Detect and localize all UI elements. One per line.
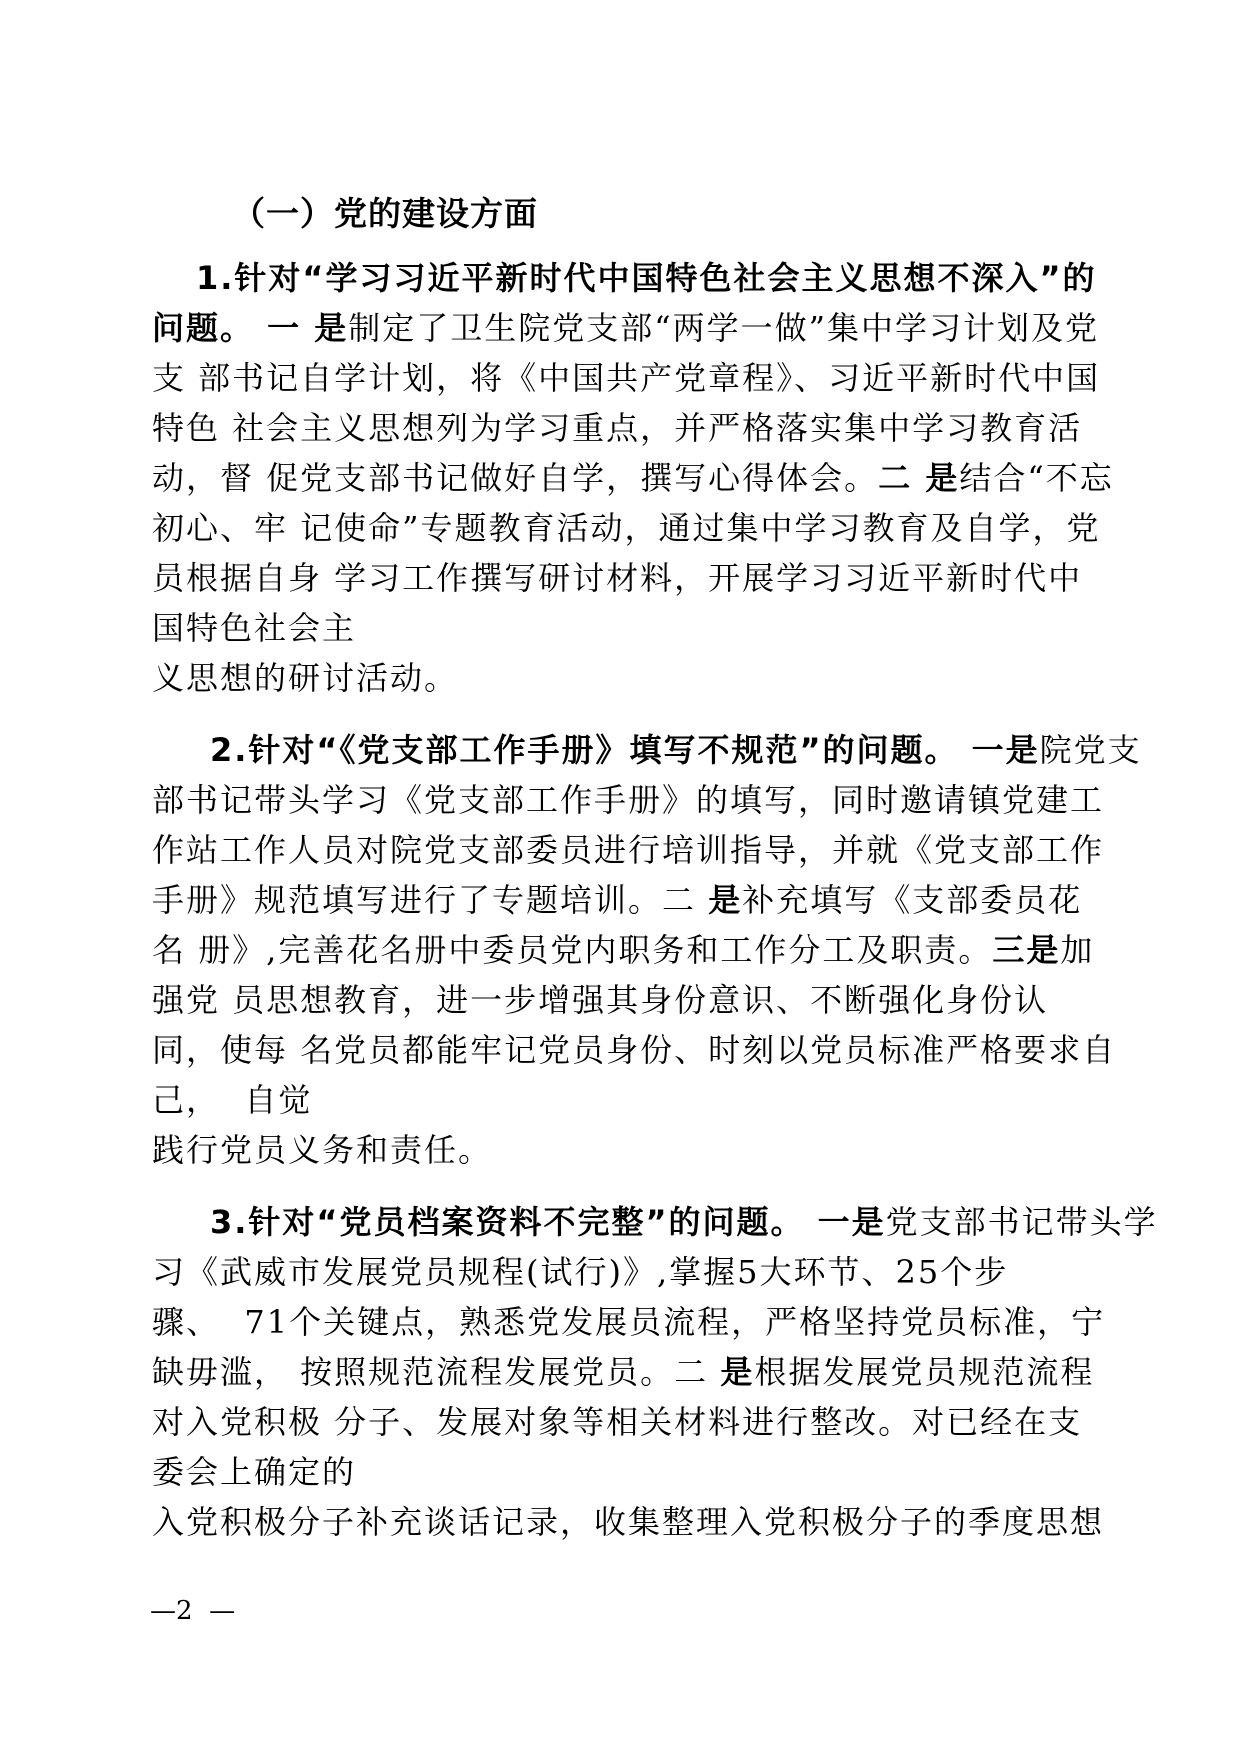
body-text: 动，督 促党支部书记做好自学，撰写心得体会。: [152, 459, 879, 497]
paragraph-line: [152, 1350, 1094, 1394]
item-title: 2.针对“《党支部工作手册》填写不规范”的问题。 一是: [210, 731, 1040, 769]
paragraph-line: 习《武威市发展党员规程(试行)》,掌握5大环节、25个步: [152, 1253, 1009, 1291]
item-title: 问题。 一 是: [152, 309, 349, 347]
paragraph-line: 义思想的研讨活动。: [152, 659, 459, 697]
paragraph-line: 己， 自觉: [152, 1081, 313, 1119]
paragraph-line: 国特色社会主: [152, 609, 357, 647]
paragraph-line: 支 部书记自学计划，将《中国共产党章程》、习近平新时代中国: [152, 359, 1101, 397]
paragraph-line: 强党 员思想教育，进一步增强其身份意识、不断强化身份认: [152, 981, 1049, 1019]
paragraph-line: 部书记带头学习《党支部工作手册》的填写，同时邀请镇党建工: [152, 781, 1105, 819]
body-text: 根据发展党员规范流程: [754, 1353, 1095, 1391]
body-text: 结合“不忘: [959, 459, 1114, 497]
page-number: —2 —: [150, 1596, 236, 1626]
paragraph-line: [196, 256, 1097, 300]
paragraph-line: 员根据自身 学习工作撰写研讨材料，开展学习习近平新时代中: [152, 559, 1083, 597]
body-text: 党支部书记带头学: [885, 1203, 1158, 1241]
item-title: 3.针对“党员档案资料不完整”的问题。 一是: [210, 1203, 886, 1241]
item-marker: 是: [720, 1353, 755, 1391]
paragraph-line: 骤、 71个关键点，熟悉党发展员流程，严格坚持党员标准，宁: [152, 1303, 1106, 1341]
paragraph-line: [152, 878, 1082, 922]
paragraph-line: [210, 728, 1142, 772]
paragraph-line: 对入党积极 分子、发展对象等相关材料进行整改。对已经在支: [152, 1403, 1083, 1441]
paragraph-line: [152, 928, 1094, 972]
body-text: 加: [1060, 931, 1095, 969]
item-title: 1.针对“学习习近平新时代中国特色社会主义思想不深入”的: [196, 259, 1097, 297]
body-text: 手册》规范填写进行了专题培训。二: [152, 881, 709, 919]
paragraph-line: [152, 306, 1099, 350]
paragraph-line: 初心、牢 记使命”专题教育活动，通过集中学习教育及自学，党: [152, 509, 1101, 547]
paragraph-line: 同，使每 名党员都能牢记党员身份、时刻以党员标准严格要求自: [152, 1031, 1117, 1069]
paragraph-line: 践行党员义务和责任。: [152, 1131, 493, 1169]
paragraph-line: [152, 456, 1114, 500]
paragraph-line: 作站工作人员对院党支部委员进行培训指导，并就《党支部工作: [152, 831, 1105, 869]
body-text: 制定了卫生院党支部“两学一做”集中学习计划及党: [348, 309, 1100, 347]
body-text: 名 册》,完善花名册中委员党内职务和工作分工及职责。: [152, 931, 993, 969]
paragraph-line: 委会上确定的: [152, 1453, 357, 1491]
paragraph-line: [210, 1200, 1158, 1244]
section-heading: （一）党的建设方面: [232, 194, 538, 233]
body-text: 缺毋滥， 按照规范流程发展党员。二: [152, 1353, 721, 1391]
paragraph-line: 入党积极分子补充谈话记录，收集整理入党积极分子的季度思想: [152, 1503, 1105, 1541]
body-text: 补充填写《支部委员花: [742, 881, 1083, 919]
body-text: 院党支: [1039, 731, 1142, 769]
item-marker: 二 是: [878, 459, 960, 497]
paragraph-line: 特色 社会主义思想列为学习重点，并严格落实集中学习教育活: [152, 409, 1083, 447]
item-marker: 是: [708, 881, 743, 919]
item-marker: 三是: [992, 931, 1061, 969]
